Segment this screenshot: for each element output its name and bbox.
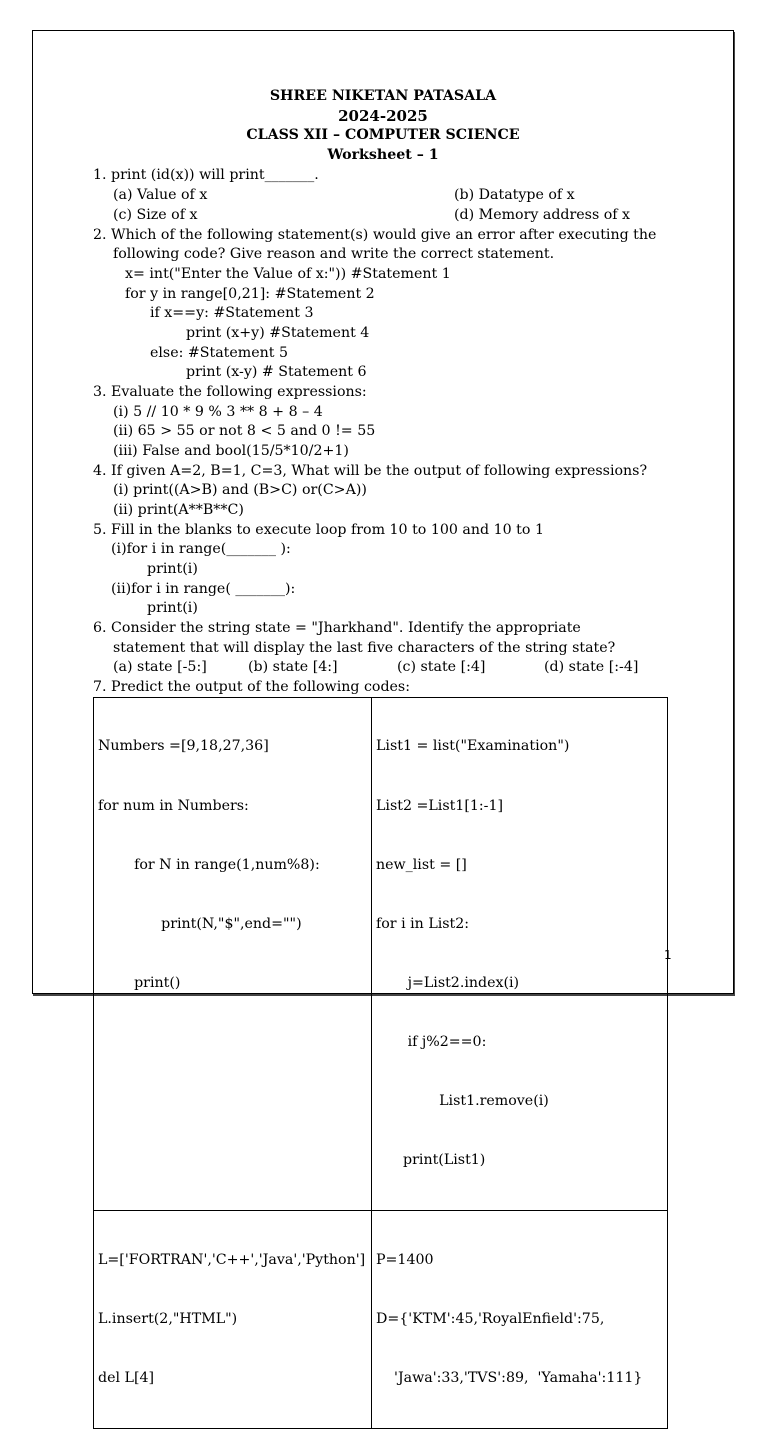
q1-stem: 1. print (id(x)) will print_______. (93, 167, 319, 183)
code-line: L.insert(2,"HTML") (98, 1310, 238, 1327)
q3-part-i: (i) 5 // 10 * 9 % 3 ** 8 + 8 – 4 (113, 404, 323, 420)
q1-option-d: (d) Memory address of x (454, 207, 631, 223)
code-line: for N in range(1,num%8): (98, 856, 320, 873)
school-name: SHREE NIKETAN PATASALA (269, 88, 497, 104)
q2-code-3: if x==y: #Statement 3 (150, 305, 314, 321)
q2-code-5: else: #Statement 5 (150, 345, 288, 361)
q5-part-ii-body: print(i) (147, 600, 198, 616)
q3-stem: 3. Evaluate the following expressions: (93, 384, 367, 400)
q6-line1: 6. Consider the string state = "Jharkhand". Identify the appropriate (93, 620, 581, 636)
q3-part-ii: (ii) 65 > 55 or not 8 < 5 and 0 != 55 (113, 423, 376, 439)
q5-part-i-body: print(i) (147, 561, 198, 577)
q2-line2: following code? Give reason and write the correct statement. (113, 246, 555, 262)
q6-option-d: (d) state [:-4] (544, 659, 639, 675)
q3-part-iii: (iii) False and bool(15/5*10/2+1) (113, 443, 349, 459)
code-line: List1 = list("Examination") (376, 738, 570, 755)
code-line: for num in Numbers: (98, 797, 249, 814)
code-line: L=['FORTRAN','C++','Java','Python'] (98, 1251, 366, 1268)
code-line: if j%2==0: (376, 1033, 487, 1050)
q6-line2: statement that will display the last five characters of the string state? (113, 640, 616, 656)
q6-option-a: (a) state [-5:] (113, 659, 207, 675)
code-cell-list-l (94, 1211, 372, 1429)
code-line: print(List1) (376, 1152, 486, 1169)
q5-part-ii: (ii)for i in range( _______): (111, 581, 296, 597)
code-line: print(N,"$",end="") (98, 915, 302, 932)
q4-part-i: (i) print((A>B) and (B>C) or(C>A)) (113, 482, 367, 498)
code-line: List2 =List1[1:-1] (376, 797, 504, 814)
code-line: print() (98, 974, 181, 991)
academic-year: 2024-2025 (338, 107, 428, 125)
table-row (94, 1211, 668, 1429)
q6-option-c: (c) state [:4] (397, 659, 486, 675)
q1-option-b: (b) Datatype of x (454, 187, 575, 203)
code-line: Numbers =[9,18,27,36] (98, 738, 269, 755)
q7-stem: 7. Predict the output of the following codes: (93, 679, 410, 695)
code-line: P=1400 (376, 1251, 434, 1268)
code-cell-list1 (372, 698, 668, 1211)
q2-code-4: print (x+y) #Statement 4 (186, 325, 370, 341)
code-cell-dict (372, 1211, 668, 1429)
q1-option-c: (c) Size of x (113, 207, 198, 223)
code-cell-numbers (94, 698, 372, 1211)
q6-option-b: (b) state [4:] (248, 659, 338, 675)
q4-part-ii: (ii) print(A**B**C) (113, 502, 244, 518)
q2-code-2: for y in range[0,21]: #Statement 2 (125, 286, 375, 302)
code-line: del L[4] (98, 1369, 155, 1386)
q2-code-6: print (x-y) # Statement 6 (186, 364, 367, 380)
worksheet-title: Worksheet – 1 (327, 147, 439, 163)
code-line: 'Jawa':33,'TVS':89, 'Yamaha':111} (376, 1369, 643, 1386)
q5-stem: 5. Fill in the blanks to execute loop from 10 to 100 and 10 to 1 (93, 522, 544, 538)
table-row (94, 698, 668, 1211)
page-number: 1 (664, 948, 672, 962)
q4-stem: 4. If given A=2, B=1, C=3, What will be the output of following expressions? (93, 463, 648, 479)
class-title: CLASS XII – COMPUTER SCIENCE (246, 127, 520, 143)
q2-code-1: x= int("Enter the Value of x:")) #Statement 1 (125, 266, 451, 282)
q5-part-i: (i)for i in range(_______ ): (111, 541, 291, 557)
code-line: j=List2.index(i) (376, 974, 520, 991)
q1-option-a: (a) Value of x (113, 187, 208, 203)
q2-line1: 2. Which of the following statement(s) would give an error after executing the (93, 227, 657, 243)
code-line: new_list = [] (376, 856, 467, 873)
q7-code-table (93, 697, 668, 1429)
code-line: for i in List2: (376, 915, 470, 932)
code-line: List1.remove(i) (376, 1092, 549, 1109)
code-line: D={'KTM':45,'RoyalEnfield':75, (376, 1310, 605, 1327)
